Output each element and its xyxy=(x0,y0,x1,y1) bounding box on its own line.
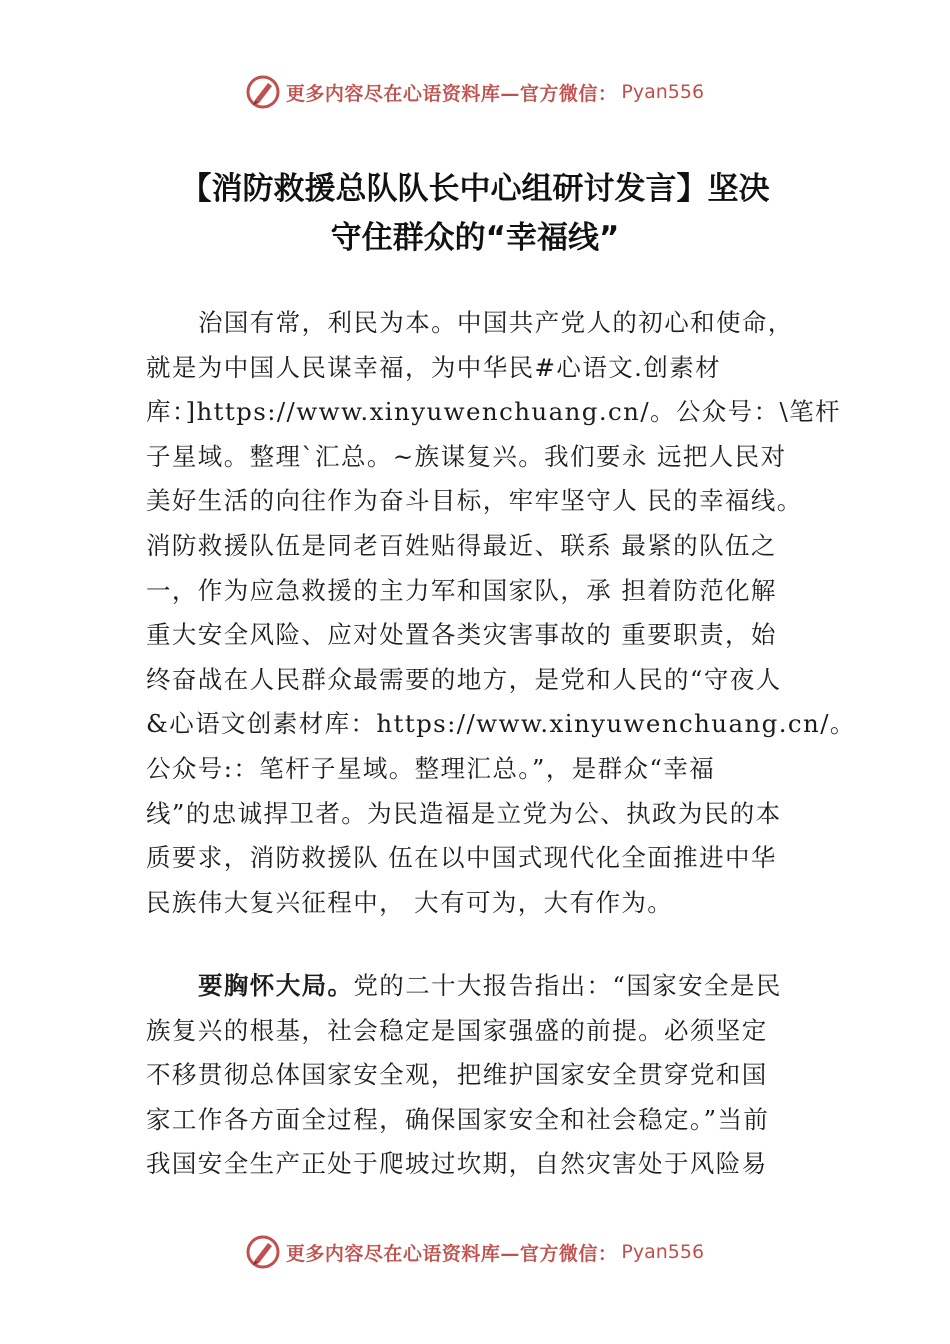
paragraph-line: 线”的忠诚捍卫者。为民造福是立党为公、执政为民的本 xyxy=(146,798,782,828)
paragraph-line: 库：]https://www.xinyuwenchuang.cn/。公众号：\笔杆 xyxy=(146,397,841,427)
title-line: 守住群众的“幸福线” xyxy=(330,220,620,256)
paragraph-line: 一，作为应急救援的主力军和国家队，承 担着防范化解 xyxy=(146,575,777,605)
paragraph-line: 家工作各方面全过程，确保国家安全和社会稳定。”当前 xyxy=(146,1104,770,1134)
header-watermark xyxy=(0,72,950,112)
paragraph-line xyxy=(146,964,826,1009)
pen-in-circle-icon xyxy=(246,1235,280,1269)
paragraph-1 xyxy=(146,301,856,925)
footer-watermark xyxy=(0,1232,950,1272)
paragraph-line: 美好生活的向往作为奋斗目标，牢牢坚守人 民的幸福线。 xyxy=(146,486,803,516)
paragraph-line: 我国安全生产正处于爬坡过坎期，自然灾害处于风险易 xyxy=(146,1149,768,1179)
paragraph-2 xyxy=(146,964,826,1187)
paragraph-line: 就是为中国人民谋幸福，为中华民#心语文.创素材 xyxy=(146,352,722,382)
paragraph-lead-heading: 要胸怀大局。 xyxy=(198,971,354,1000)
paragraph-line-rest: 党的二十大报告指出：“国家安全是民 xyxy=(353,971,782,1000)
pen-in-circle-icon xyxy=(246,75,280,109)
document-title xyxy=(100,165,850,263)
paragraph-line: 终奋战在人民群众最需要的地方，是党和人民的“守夜人 xyxy=(146,664,782,694)
paragraph-line: 公众号:：笔杆子星域。整理汇总。”，是群众“幸福 xyxy=(146,753,716,783)
paragraph-line: 民族伟大复兴征程中， 大有可为，大有作为。 xyxy=(146,887,674,917)
paragraph-line: 重大安全风险、应对处置各类灾害事故的 重要职责，始 xyxy=(146,620,777,650)
paragraph-line: 族复兴的根基，社会稳定是国家强盛的前提。必须坚定 xyxy=(146,1015,768,1045)
paragraph-line: &心语文创素材库：https://www.xinyuwenchuang.cn/。 xyxy=(146,709,856,739)
watermark-text: 更多内容尽在心语资料库—官方微信： xyxy=(285,82,618,105)
title-line: 【消防救援总队队长中心组研讨发言】坚决 xyxy=(180,171,770,207)
paragraph-line: 消防救援队伍是同老百姓贴得最近、联系 最紧的队伍之 xyxy=(146,530,777,560)
paragraph-line: 不移贯彻总体国家安全观，把维护国家安全贯穿党和国 xyxy=(146,1060,768,1090)
watermark-text: 更多内容尽在心语资料库—官方微信： xyxy=(285,1242,618,1265)
watermark-wechat-id: Pyan556 xyxy=(621,81,705,103)
paragraph-line: 子星域。整理`汇总。~族谋复兴。我们要永 远把人民对 xyxy=(146,441,787,471)
paragraph-line: 质要求，消防救援队 伍在以中国式现代化全面推进中华 xyxy=(146,843,777,873)
watermark-wechat-id: Pyan556 xyxy=(621,1241,705,1263)
paragraph-line: 治国有常，利民为本。中国共产党人的初心和使命， xyxy=(198,308,794,337)
